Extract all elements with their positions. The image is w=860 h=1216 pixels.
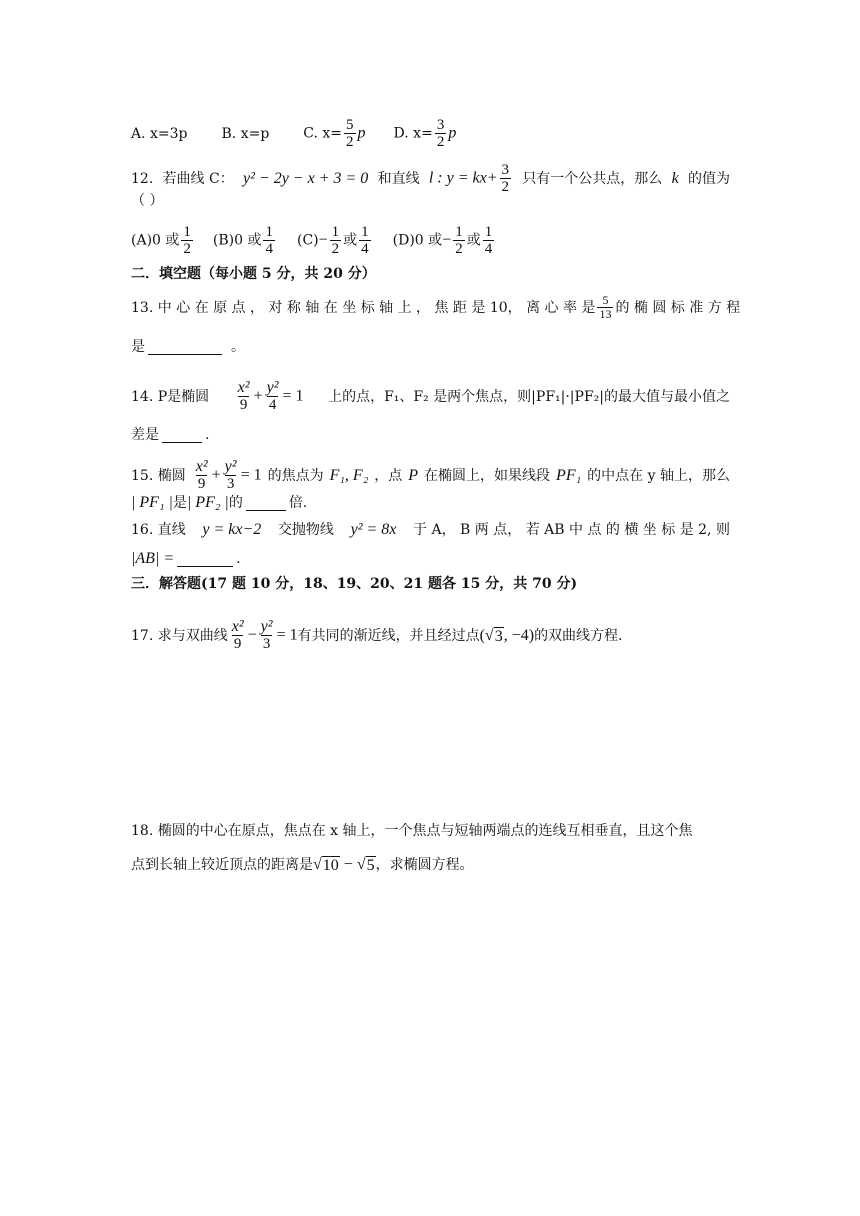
q17-point: ( √ 3 , −4) bbox=[479, 626, 535, 645]
q13-answer-line: 是 。 bbox=[131, 339, 245, 355]
q12-option-d: (D)0 或− $\frac{1}{2}$ 或 $\frac{1}{4}$ bbox=[392, 224, 493, 257]
q15-stem: 15. 椭圆 $\frac{\text{x²}}{9}$ + $\frac{\text{y²}}{3}$ = 1 的焦点为 F₁, F₂ ，点 P 在椭圆上，如果线段 PF₁ 的中点在 y 轴上，那么 bbox=[131, 458, 730, 492]
q16-answer-line: |AB| = . bbox=[131, 550, 241, 567]
q12-curve-equation: y² − 2y − x + 3 = 0 bbox=[243, 169, 369, 187]
q14-stem: 14. P是椭圆 $\frac{\text{x²}}{9}$ + $\frac{\text{y²}}{4}$ = 1 上的点，F₁、F₂ 是两个焦点，则|PF₁|·|PF₂|的最大值与最小值之 bbox=[131, 379, 730, 413]
q13-stem: 13. 中 心 在 原 点 ， 对 称 轴 在 坐 标 轴 上 ， 焦 距 是 10， 离 心 率 是 $\frac{5}{13}$ 的 椭 圆 标 准 方 程 bbox=[131, 293, 741, 321]
q12-option-c: (C)− $\frac{1}{2}$ 或 $\frac{1}{4}$ bbox=[296, 224, 369, 257]
q12-option-a: (A)0 或 $\frac{1}{2}$ bbox=[131, 224, 191, 257]
q16-stem: 16. 直线 y = kx−2 交抛物线 y² = 8x 于 A， B 两 点， 若 AB 中 点 的 横 坐 标 是 2, 则 bbox=[131, 521, 730, 538]
q18-stem-line-2: 点到长轴上较近顶点的距离是 √ 10 − √ 5 ，求椭圆方程。 bbox=[131, 856, 474, 874]
q14-answer-line: 差是 . bbox=[131, 427, 210, 443]
q14-answer-blank[interactable] bbox=[162, 428, 202, 443]
section-3-title: 三．解答题(17 题 10 分，18、19、20、21 题各 15 分，共 70 分) bbox=[131, 576, 578, 592]
q13-eccentricity: $\frac{5}{13}$ bbox=[599, 293, 612, 321]
q12-option-b: (B)0 或 $\frac{1}{4}$ bbox=[212, 224, 273, 257]
q12-stem: 12. 若曲线 C： y² − 2y − x + 3 = 0 和直线 l : y = kx+ $\frac{3}{2}$ 只有一个公共点，那么 k 的值为 bbox=[131, 162, 730, 195]
q11-option-a: A. x=3p bbox=[131, 125, 188, 142]
q13-answer-blank[interactable] bbox=[148, 340, 222, 355]
q18-distance-expression: √ 10 − √ 5 bbox=[313, 856, 375, 874]
q17-hyperbola-equation: $\frac{\text{x²}}{9}$ − $\frac{\text{y²}}{3}$ = 1 bbox=[231, 618, 298, 652]
q16-answer-blank[interactable] bbox=[177, 552, 233, 567]
q16-line-equation: y = kx−2 bbox=[202, 521, 262, 538]
q15-answer-blank[interactable] bbox=[246, 496, 286, 511]
q11-option-c: C. x= $\frac{5}{2}$ p bbox=[303, 117, 366, 150]
q12-options bbox=[131, 224, 730, 257]
q15-answer-line: | PF₁ | 是 | PF₂ | 的 倍. bbox=[131, 494, 308, 511]
q15-ellipse-equation: $\frac{\text{x²}}{9}$ + $\frac{\text{y²}}{3}$ = 1 bbox=[195, 458, 262, 492]
q16-parabola-equation: y² = 8x bbox=[350, 521, 397, 538]
q11-option-d: D. x= $\frac{3}{2}$ p bbox=[393, 117, 457, 150]
q12-line-equation: l : y = kx+ $\frac{3}{2}$ bbox=[428, 162, 510, 195]
q17-stem: 17. 求与双曲线 $\frac{\text{x²}}{9}$ − $\frac{\text{y²}}{3}$ = 1 有共同的渐近线，并且经过点 ( √ 3 , −4) 的双曲线方程. bbox=[131, 618, 623, 652]
section-2-title: 二．填空题（每小题 5 分，共 20 分） bbox=[131, 266, 376, 282]
q12-answer-paren: （ ） bbox=[131, 193, 164, 209]
q18-stem-line-1: 18. 椭圆的中心在原点，焦点在 x 轴上，一个焦点与短轴两端点的连线互相垂直，且这个焦 bbox=[131, 823, 693, 839]
q11-options bbox=[131, 117, 730, 150]
q11-option-b: B. x=p bbox=[221, 125, 270, 142]
q14-ellipse-equation: $\frac{\text{x²}}{9}$ + $\frac{\text{y²}}{4}$ = 1 bbox=[237, 379, 304, 413]
